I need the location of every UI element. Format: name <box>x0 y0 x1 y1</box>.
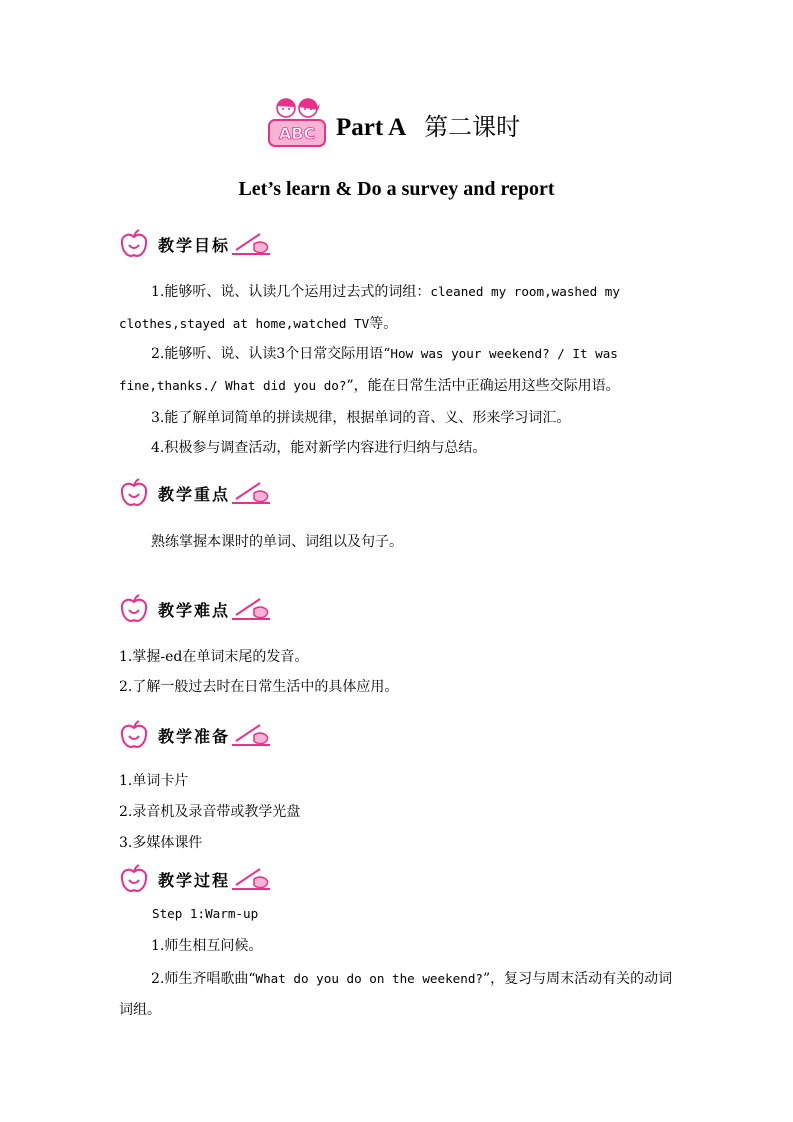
process-step: Step 1:Warm-up <box>152 906 259 921</box>
section-label: 教学难点 <box>158 600 231 620</box>
difficulty-item-2: 2.了解一般过去时在日常生活中的具体应用。 <box>119 679 399 695</box>
section-header-difficulties <box>118 589 274 629</box>
section-header-objectives <box>118 224 274 264</box>
logo-text: ABC <box>278 124 316 143</box>
pen-hand-icon <box>230 595 274 623</box>
page-title <box>266 94 520 154</box>
section-label: 教学过程 <box>158 870 231 890</box>
pen-hand-icon <box>230 865 274 893</box>
section-header-process <box>118 859 274 899</box>
section-header-key-points <box>118 473 274 513</box>
title-cn: 第二课时 <box>424 112 521 141</box>
objective-item-2: 2.能够听、说、认读3个日常交际用语“How was your weekend? / It was fine,thanks./ What did you do?”，能在日常生活中正确运用这些交际用语。 <box>119 346 620 394</box>
title-en: Part A <box>336 113 407 141</box>
preparation-item-3: 3.多媒体课件 <box>119 835 203 851</box>
apple-icon <box>118 719 150 751</box>
section-header-preparation <box>118 715 274 755</box>
preparation-item-1: 1.单词卡片 <box>119 773 189 789</box>
apple-icon <box>118 228 150 260</box>
page-subtitle: Let’s learn & Do a survey and report <box>238 178 555 200</box>
kids-abc-logo-icon <box>266 96 328 152</box>
section-label: 教学目标 <box>158 235 231 255</box>
section-label: 教学重点 <box>158 484 231 504</box>
difficulty-item-1: 1.掌握-ed在单词末尾的发音。 <box>119 649 309 665</box>
pen-hand-icon <box>230 721 274 749</box>
apple-icon <box>118 863 150 895</box>
objective-item-1: 1.能够听、说、认读几个运用过去式的词组：cleaned my room,washed my clothes,stayed at home,watched TV等。 <box>119 284 620 332</box>
apple-icon <box>118 477 150 509</box>
process-item-1: 1.师生相互问候。 <box>151 938 263 954</box>
preparation-item-2: 2.录音机及录音带或教学光盘 <box>119 804 301 820</box>
section-label: 教学准备 <box>158 726 231 746</box>
objective-item-4: 4.积极参与调查活动，能对新学内容进行归纳与总结。 <box>151 440 487 456</box>
apple-icon <box>118 593 150 625</box>
process-item-2: 2.师生齐唱歌曲“What do you do on the weekend?”，复习与周末活动有关的动词词组。 <box>119 971 673 1018</box>
key-points-text: 熟练掌握本课时的单词、词组以及句子。 <box>151 534 403 550</box>
objective-item-3: 3.能了解单词简单的拼读规律，根据单词的音、义、形来学习词汇。 <box>151 410 571 426</box>
pen-hand-icon <box>230 230 274 258</box>
title-text <box>336 107 520 142</box>
pen-hand-icon <box>230 479 274 507</box>
